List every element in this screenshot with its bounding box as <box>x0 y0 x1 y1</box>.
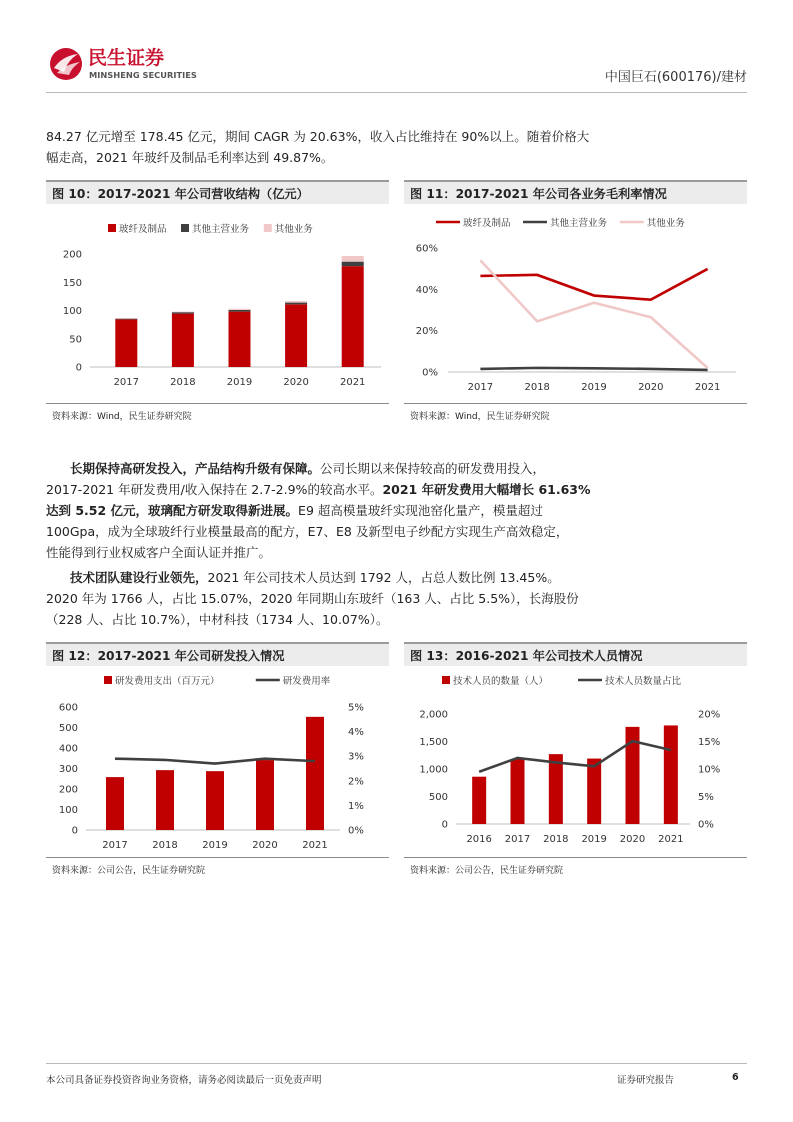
bar-segment <box>229 310 251 312</box>
figure-10-rule <box>46 403 389 404</box>
y-tick-label-left: 0 <box>441 819 448 831</box>
text-line: 技术团队建设行业领先，2021 年公司技术人员达到 1792 人，占总人数比例 13.45%。 <box>70 570 560 585</box>
y-tick-label-right: 10% <box>698 764 721 776</box>
bar <box>587 759 601 824</box>
x-tick-label: 2017 <box>504 834 531 845</box>
y-tick-label-left: 0 <box>71 825 78 837</box>
y-tick-label: 100 <box>62 306 82 317</box>
bar-segment <box>285 303 307 305</box>
text-line: 2020 年为 1766 人，占比 15.07%，2020 年同期山东玻纤（163 人、占比 5.5%），长海股份 <box>46 591 579 606</box>
figure-11-chart <box>404 206 747 402</box>
bar-segment <box>229 312 251 367</box>
y-tick-label: 0 <box>75 362 82 374</box>
text-line: 84.27 亿元增至 178.45 亿元，期间 CAGR 为 20.63%，收入占比维持在 90%以上。随着价格大 <box>46 129 590 144</box>
figure-10-source: 资料来源：Wind，民生证券研究院 <box>52 412 192 422</box>
brand-cn: 民生证券 <box>88 47 165 69</box>
bar-segment <box>285 301 307 303</box>
legend-label: 其他主营业务 <box>192 224 250 235</box>
x-tick-label: 2017 <box>113 377 140 388</box>
paragraph-team <box>46 567 606 630</box>
bar <box>306 717 324 830</box>
legend-label: 玻纤及制品 <box>463 218 511 229</box>
x-tick-label: 2018 <box>170 377 196 388</box>
text-line: 2017-2021 年研发费用/收入保持在 2.7-2.9%的较高水平。2021 年研发费用大幅增长 61.63% <box>46 482 591 497</box>
y-tick-label-left: 1,500 <box>419 737 448 748</box>
bold-lead: 技术团队建设行业领先， <box>70 570 208 585</box>
x-tick-label: 2020 <box>619 834 646 845</box>
figure-13-chart <box>404 668 747 856</box>
bar <box>664 725 678 824</box>
y-tick-label-left: 1,000 <box>419 764 448 776</box>
legend-swatch <box>442 676 450 684</box>
y-tick-label-right: 0% <box>698 819 714 831</box>
bar <box>156 770 174 830</box>
footer-disclaimer: 本公司具备证券投资咨询业务资格，请务必阅读最后一页免责声明 <box>46 1075 322 1086</box>
figure-11-title: 图 11：2017-2021 年公司各业务毛利率情况 <box>404 180 747 204</box>
x-tick-label: 2021 <box>302 840 328 851</box>
bar <box>549 754 563 824</box>
bar-segment <box>115 319 137 367</box>
legend-label: 技术人员的数量（人） <box>453 676 549 687</box>
legend-label: 其他业务 <box>646 218 685 229</box>
y-tick-label-right: 15% <box>698 737 721 748</box>
bar-segment <box>115 318 137 319</box>
y-tick-label-left: 500 <box>428 792 448 803</box>
brand-en: MINSHENG SECURITIES <box>89 70 197 80</box>
bar-segment <box>285 304 307 367</box>
bar <box>106 777 124 830</box>
x-tick-label: 2020 <box>252 840 278 851</box>
figure-12-chart <box>46 668 389 856</box>
marks <box>106 717 324 830</box>
x-tick-label: 2021 <box>339 377 366 388</box>
figure-12-title: 图 12：2017-2021 年公司研发投入情况 <box>46 642 389 666</box>
paragraph-revenue <box>46 126 606 168</box>
y-tick-label-left: 300 <box>58 764 78 775</box>
y-tick-label-right: 20% <box>698 709 721 721</box>
paragraph-rnd <box>46 458 606 563</box>
legend-label: 研发费用率 <box>282 676 331 687</box>
legend-swatch <box>181 224 189 232</box>
y-tick-label-left: 400 <box>58 743 78 755</box>
y-tick-label-right: 5% <box>348 702 364 714</box>
bar-segment <box>172 314 194 367</box>
figure-10-chart <box>46 206 389 402</box>
text-line: 幅走高，2021 年玻纤及制品毛利率达到 49.87%。 <box>46 150 334 165</box>
footer-divider <box>46 1063 747 1064</box>
brand-logo <box>48 42 208 86</box>
figure-11-rule <box>404 403 747 404</box>
y-tick-label-right: 0% <box>348 825 364 837</box>
figure-10-title: 图 10：2017-2021 年公司营收结构（亿元） <box>46 180 389 204</box>
x-tick-label: 2018 <box>152 840 178 851</box>
figure-13-rule <box>404 857 747 858</box>
text-line: 100Gpa，成为全球玻纤行业模量最高的配方，E7、E8 及新型电子纱配方实现生产高效稳定， <box>46 524 569 539</box>
y-tick-label: 0% <box>422 367 438 379</box>
y-tick-label: 20% <box>415 326 438 338</box>
y-tick-label-left: 2,000 <box>419 709 448 721</box>
series-line <box>480 269 707 300</box>
x-tick-label: 2017 <box>102 840 128 851</box>
x-tick-label: 2021 <box>694 382 721 393</box>
legend-label: 其他业务 <box>274 224 313 235</box>
x-tick-label: 2020 <box>638 382 664 393</box>
legend <box>104 675 331 687</box>
x-tick-label: 2016 <box>466 834 492 845</box>
legend <box>442 675 682 687</box>
x-tick-label: 2017 <box>467 382 494 393</box>
text-line: 达到 5.52 亿元，玻璃配方研发取得新进展。E9 超高模量玻纤实现池窑化量产，模量超过 <box>46 503 543 518</box>
legend-swatch <box>108 224 116 232</box>
bar <box>206 771 224 830</box>
x-tick-label: 2020 <box>283 377 309 388</box>
x-tick-label: 2018 <box>524 382 550 393</box>
report-tag: 中国巨石(600176)/建材 <box>604 70 747 85</box>
marks <box>115 256 363 367</box>
y-tick-label-right: 3% <box>348 751 364 763</box>
y-tick-label-right: 2% <box>348 776 364 788</box>
footer-doc-type: 证券研究报告 <box>617 1075 675 1086</box>
text-line: 长期保持高研发投入，产品结构升级有保障。公司长期以来保持较高的研发费用投入， <box>70 461 546 476</box>
legend-swatch <box>264 224 272 232</box>
bar <box>472 777 486 824</box>
y-tick-label: 50 <box>69 334 82 346</box>
y-tick-label-right: 1% <box>348 800 364 812</box>
y-tick-label-right: 5% <box>698 792 714 803</box>
y-tick-label: 150 <box>62 277 82 289</box>
figure-12-rule <box>46 857 389 858</box>
bar-segment <box>172 312 194 313</box>
x-tick-label: 2019 <box>202 840 228 851</box>
legend <box>108 223 313 235</box>
series-line <box>480 368 707 370</box>
bar <box>256 760 274 830</box>
series-line <box>115 759 315 764</box>
bar-segment <box>172 312 194 313</box>
text-line: （228 人、占比 10.7%），中材科技（1734 人、10.07%）。 <box>46 612 389 627</box>
y-tick-label-left: 600 <box>58 702 78 714</box>
marks <box>472 725 678 824</box>
x-tick-label: 2018 <box>543 834 569 845</box>
y-tick-label-left: 200 <box>58 784 78 796</box>
figure-12-source: 资料来源：公司公告，民生证券研究院 <box>52 866 206 876</box>
y-tick-label-left: 100 <box>58 805 78 816</box>
marks <box>480 260 707 370</box>
logo-graphic <box>48 42 208 86</box>
legend-swatch <box>104 676 112 684</box>
y-tick-label: 200 <box>62 249 82 261</box>
x-tick-label: 2021 <box>658 834 684 845</box>
bar-segment <box>342 266 364 367</box>
y-tick-label-left: 500 <box>58 723 78 734</box>
bar-segment <box>342 256 364 262</box>
figure-13-source: 资料来源：公司公告，民生证券研究院 <box>410 866 564 876</box>
y-tick-label-right: 4% <box>348 727 364 739</box>
y-tick-label: 60% <box>415 243 438 255</box>
series-line <box>479 741 671 772</box>
legend-label: 研发费用支出（百万元） <box>115 676 220 687</box>
x-tick-label: 2019 <box>226 377 253 388</box>
x-tick-label: 2019 <box>581 382 607 393</box>
y-tick-label: 40% <box>415 284 438 296</box>
legend-label: 其他主营业务 <box>550 218 608 229</box>
legend-label: 玻纤及制品 <box>119 224 167 235</box>
bar-segment <box>342 262 364 267</box>
header-divider <box>46 92 747 93</box>
axes <box>63 250 381 389</box>
x-tick-label: 2019 <box>581 834 607 845</box>
figure-13-title: 图 13：2016-2021 年公司技术人员情况 <box>404 642 747 666</box>
legend-label: 技术人员数量占比 <box>605 676 682 687</box>
legend <box>436 217 685 229</box>
bar-segment <box>229 309 251 310</box>
bar <box>511 759 525 824</box>
bold-lead: 长期保持高研发投入，产品结构升级有保障。 <box>70 461 321 476</box>
figure-11-source: 资料来源：Wind，民生证券研究院 <box>410 412 550 422</box>
page-number: 6 <box>732 1072 739 1083</box>
text-line: 性能得到行业权威客户全面认证并推广。 <box>46 545 272 560</box>
